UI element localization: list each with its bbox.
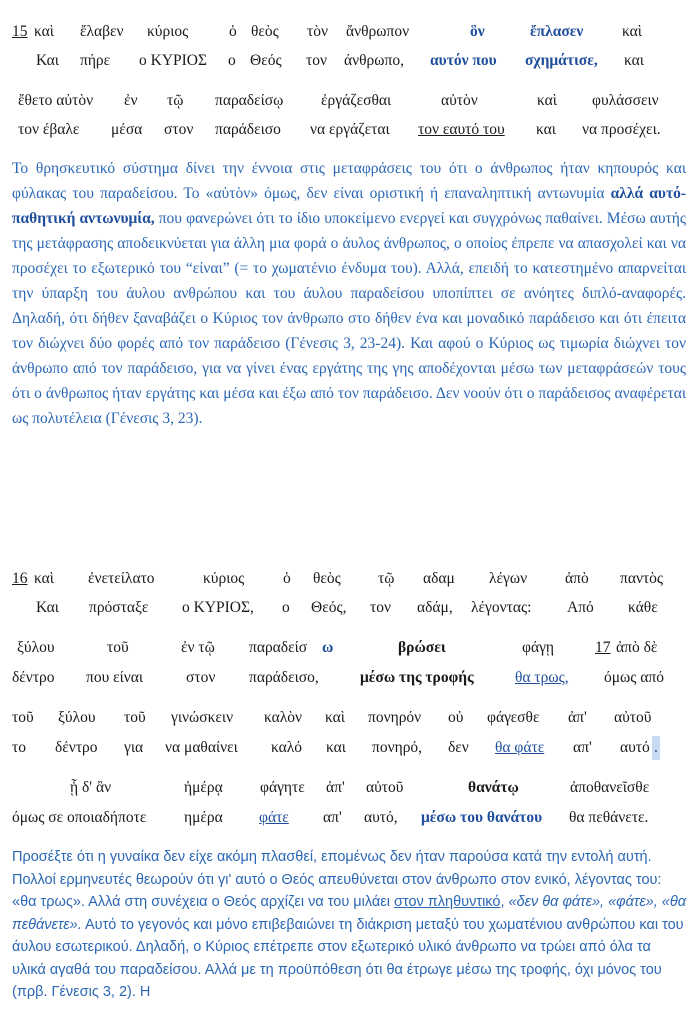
greek-word: αὐτοῦ <box>614 709 652 726</box>
modern-word: ο <box>282 599 290 616</box>
greek-word: θεὸς <box>313 570 341 587</box>
greek-word: τοῦ <box>124 709 146 726</box>
modern-word: δέντρο <box>55 739 98 756</box>
verse15-modern-line2 <box>0 118 699 142</box>
greek-word: καὶ <box>34 23 54 40</box>
greek-word: ἀποθανεῖσθε <box>570 779 650 796</box>
para2-comma: , <box>500 894 509 910</box>
modern-word: Και <box>36 52 59 69</box>
greek-word: αδαμ <box>423 570 455 587</box>
greek-word: καλὸν <box>264 709 303 726</box>
greek-word: λέγων <box>489 570 528 587</box>
modern-word: Θεός, <box>311 599 347 616</box>
greek-word: ᾗ δ' ἂν <box>70 779 112 796</box>
modern-word: Θεός <box>250 52 282 69</box>
greek-word: παντὸς <box>620 570 664 587</box>
modern-word: τον εαυτό του <box>418 121 505 138</box>
modern-word: να προσέχει. <box>582 121 661 138</box>
modern-word: σχημάτισε, <box>525 52 598 69</box>
greek-word: κύριος <box>147 23 189 40</box>
modern-word: να εργάζεται <box>310 121 390 138</box>
greek-word: αὐτοῦ <box>366 779 404 796</box>
modern-word: αδάμ, <box>417 599 453 616</box>
modern-word: πήρε <box>80 52 111 69</box>
modern-word: μέσα <box>111 121 143 138</box>
modern-word: Και <box>36 599 59 616</box>
modern-word: δέντρο <box>12 669 55 686</box>
verse15-greek-line2 <box>0 89 699 113</box>
greek-word: κύριος <box>203 570 245 587</box>
modern-word: ο ΚΥΡΙΟΣ <box>139 52 208 69</box>
greek-word: βρώσει <box>398 639 446 656</box>
para1-bold-phrase: αλλά αυτό-παθητική αντωνυμία, <box>12 185 687 227</box>
modern-word: θα τρως, <box>515 669 569 686</box>
modern-word: και <box>624 52 644 69</box>
verse-number-15: 15 <box>12 23 28 40</box>
greek-word: ὃν <box>470 23 485 40</box>
verse16-modern-line2 <box>0 666 699 690</box>
para2-underlined: στον πληθυντικό <box>393 894 501 910</box>
greek-word: ἐνετείλατο <box>88 570 155 587</box>
greek-word: ξύλου <box>17 639 55 656</box>
para2-text-end: Αυτό το γεγονός και μόνο επιβεβαιώνει τη διάκριση μεταξύ του χωματένιου ανθρώπου και του άυλου εσωτερικού. Δηλαδή, ο Κύριος επέτρεπε στον εξωτερικό υλικό άνθρωπο να τρώει από όλα τα υλικά αγαθά του παραδείσου. Αλλά με τη προϋπόθεση ότι θα έτρωγε μέσω της τροφής, όχι μόνος του (πρβ. Γένεσις 3, 2). Η <box>12 916 684 1000</box>
greek-word: παραδείσῳ <box>215 92 284 109</box>
greek-word: ἐν τῷ <box>181 639 215 656</box>
modern-word: που είναι <box>86 669 144 686</box>
modern-word: και <box>536 121 556 138</box>
para2-text-start: Προσέξτε ότι η γυναίκα δεν είχε ακόμη πλασθεί, επομένως δεν ήταν παρούσα κατά την εντολή αυτή. Πολλοί ερμηνευτές θεωρούν ότι γι' αυτό ο Θεός απευθύνεται στον άνθρωπο στον ενικό, λέγοντας του: «θα τρως». Αλλά στη συνέχεια ο Θεός αρχίζει να του μιλάει <box>12 849 662 910</box>
greek-word: καὶ <box>537 92 557 109</box>
modern-word: για <box>124 739 144 756</box>
verse-number-17: 17 <box>595 639 611 656</box>
greek-word: θανάτῳ <box>468 779 519 796</box>
modern-word: αυτό <box>620 739 650 756</box>
verse15-modern-line1 <box>0 49 699 73</box>
verse16-greek-line3 <box>0 706 699 730</box>
greek-word: φάγεσθε <box>487 709 540 726</box>
greek-word-ending: ω <box>322 639 334 656</box>
verse16-greek-line2 <box>0 636 699 660</box>
modern-word: να μαθαίνει <box>165 739 238 756</box>
greek-word: θεὸς <box>251 23 279 40</box>
modern-word: θα φάτε <box>495 739 545 756</box>
modern-word: δεν <box>448 739 469 756</box>
modern-word: τον έβαλε <box>18 121 80 138</box>
greek-word: φυλάσσειν <box>592 92 659 109</box>
modern-word: καλό <box>271 739 303 756</box>
greek-word: ξύλου <box>58 709 96 726</box>
greek-word: αὐτὸν <box>441 92 478 109</box>
modern-word: παράδεισο, <box>249 669 319 686</box>
modern-word: μέσω του θανάτου <box>421 809 543 826</box>
greek-word: ἐν <box>124 92 138 109</box>
text-selection-highlight: . <box>652 736 660 760</box>
modern-word: τον <box>306 52 327 69</box>
modern-word: ημέρα <box>184 809 223 826</box>
modern-word: πονηρό, <box>372 739 423 756</box>
modern-word: ο ΚΥΡΙΟΣ, <box>182 599 254 616</box>
greek-word: ἀπὸ <box>565 570 589 587</box>
verse16-greek-line4 <box>0 776 699 800</box>
modern-word: απ' <box>573 739 592 756</box>
modern-word: ο <box>228 52 236 69</box>
greek-word: τοῦ <box>107 639 129 656</box>
modern-word: φάτε <box>259 809 289 826</box>
greek-word: καὶ <box>34 570 54 587</box>
modern-word: απ' <box>323 809 342 826</box>
modern-word: στον <box>164 121 194 138</box>
modern-word: Από <box>567 599 594 616</box>
greek-word: τῷ <box>167 92 184 109</box>
greek-word: ἐργάζεσθαι <box>321 92 392 109</box>
modern-word: στον <box>186 669 216 686</box>
greek-word: φάγητε <box>260 779 305 796</box>
modern-word: τον <box>370 599 391 616</box>
greek-word: πονηρόν <box>368 709 422 726</box>
verse16-modern-line4 <box>0 806 699 830</box>
greek-word: οὐ <box>448 709 464 726</box>
commentary-paragraph-2 <box>12 846 688 1004</box>
greek-word: γινώσκειν <box>171 709 234 726</box>
greek-word: ἀπὸ δὲ <box>616 639 658 656</box>
greek-word: ἡμέρᾳ <box>184 779 223 796</box>
greek-word: φάγῃ <box>522 639 555 656</box>
modern-word: το <box>12 739 26 756</box>
modern-word: άνθρωπο, <box>344 52 404 69</box>
modern-word: κάθε <box>628 599 658 616</box>
verse16-modern-line3 <box>0 736 699 760</box>
modern-word: παράδεισο <box>215 121 281 138</box>
modern-word: μέσω της τροφής <box>360 669 474 686</box>
greek-word: ὁ <box>283 570 291 587</box>
verse16-greek-line1 <box>0 567 699 591</box>
greek-word: ἔπλασεν <box>530 23 584 40</box>
greek-word: παραδείσ <box>249 639 308 656</box>
modern-word: και <box>326 739 346 756</box>
modern-word: θα πεθάνετε. <box>569 809 649 826</box>
para2-italic-quotes: «δεν θα φάτε», «φάτε», «θα πεθάνετε». <box>12 894 687 933</box>
para1-text-start: Το θρησκευτικό σύστημα δίνει την έννοια στις μεταφράσεις του ότι ο άνθρωπος ήταν κηπουρός και φύλακας του παραδείσου. Το «αὐτὸν» όμως, δεν είναι οριστική ή επαναληπτική αντωνυμία <box>12 160 686 202</box>
modern-word: αυτόν που <box>430 52 497 69</box>
greek-word: τοῦ <box>12 709 34 726</box>
greek-word: τῷ <box>378 570 395 587</box>
greek-word: ἀπ' <box>326 779 345 796</box>
modern-word: αυτό, <box>364 809 398 826</box>
greek-word: ἄνθρωπον <box>346 23 410 40</box>
greek-word: καὶ <box>325 709 345 726</box>
commentary-paragraph-1 <box>12 156 686 431</box>
greek-word: ἔθετο αὐτὸν <box>18 92 94 109</box>
greek-word: ἀπ' <box>568 709 587 726</box>
modern-word: όμως από <box>604 669 664 686</box>
modern-word: λέγοντας: <box>471 599 532 616</box>
modern-word: όμως σε οποιαδήποτε <box>12 809 147 826</box>
greek-word: καὶ <box>622 23 642 40</box>
modern-word: πρόσταξε <box>89 599 149 616</box>
verse16-modern-line1 <box>0 596 699 620</box>
verse-number-16: 16 <box>12 570 28 587</box>
greek-word: τὸν <box>307 23 328 40</box>
greek-word: ὁ <box>229 23 237 40</box>
para1-text-end: που φανερώνει ότι το ίδιο υποκείμενο ενεργεί και συγχρόνως παθαίνει. Μέσω αυτής της μετάφρασης αποδεικνύεται για άλλη μια φορά ο άυλος άνθρωπος, ο οποίος έπρεπε να απασχολεί και να προσέχει το εξωτερικό του “είναι” (= το χωματένιο ένδυμα του). Αλλά, επειδή το κατεστημένο απαρνείται την ύπαρξη του άυλου ανθρώπου και του άυλου παραδείσου υποπίπτει σε ανόητες διπλό-αναφορές. Δηλαδή, ότι δήθεν ξαναβάζει ο Κύριος τον άνθρωπο στο δήθεν ένα και μοναδικό παράδεισο και ότι έπειτα τον διώχνει δύο φορές από τον παράδεισο (Γένεσις 3, 23-24). Και αφού ο Κύριος ως τιμωρία διώχνει τον άνθρωπο από τον παράδεισο, για να γίνει ένας εργάτης της γης αποδέχονται μέσω των μεταφράσεών τους ότι ο άνθρωπος ήταν εργάτης και μέσα και έξω από τον παράδεισο. Δεν νοούν ότι ο παράδεισος αναφέρεται ως πολυτέλεια (Γένεσις 3, 23). <box>12 210 687 427</box>
verse15-greek-line1 <box>0 20 699 44</box>
greek-word: ἔλαβεν <box>80 23 124 40</box>
